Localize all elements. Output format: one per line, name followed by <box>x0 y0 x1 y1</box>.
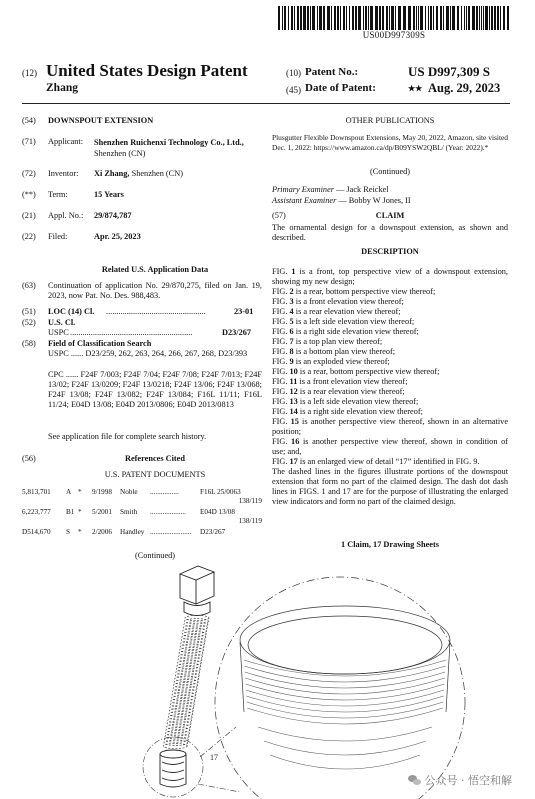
fig-word: FIG. <box>272 307 290 316</box>
fig-text: is a rear elevation view thereof; <box>293 307 401 316</box>
corrugated-pipe <box>163 615 209 748</box>
date-of-patent-label: Date of Patent: <box>305 82 376 94</box>
barcode-bar <box>291 6 293 30</box>
fig-number: 17 <box>289 457 298 466</box>
primary-examiner-label: Primary Examiner <box>272 185 334 194</box>
figure-description <box>272 267 508 287</box>
reference-name: Smith <box>120 508 138 516</box>
date-of-patent: Aug. 29, 2023 <box>428 81 501 95</box>
reference-kind: S <box>66 528 70 536</box>
barcode-bar <box>375 6 378 30</box>
figure-description <box>272 307 508 317</box>
pipe-ring <box>164 737 188 742</box>
primary-examiner-name: — Jack Reickel <box>336 185 389 194</box>
lower-ring-line <box>258 727 432 741</box>
barcode-bar <box>452 6 455 30</box>
figure-description <box>272 317 508 327</box>
fig-word: FIG. <box>272 297 290 306</box>
barcode <box>278 6 510 32</box>
barcode-bar <box>395 6 396 30</box>
top-fitting <box>180 566 214 616</box>
figure-description <box>272 337 508 347</box>
us-patent-documents-heading: U.S. PATENT DOCUMENTS <box>104 470 206 479</box>
figure-description <box>272 347 508 357</box>
reference-class-secondary: 138/119 <box>238 497 262 505</box>
barcode-bar <box>379 6 381 30</box>
barcode-bar <box>312 6 315 30</box>
figure-description <box>272 377 508 387</box>
barcode-bar <box>489 6 490 30</box>
reference-row <box>22 528 262 538</box>
fig-text: is a left side elevation view thereof; <box>297 397 419 406</box>
figure-description <box>272 457 508 467</box>
reference-dots: ................ <box>150 488 179 496</box>
pipe-ring <box>170 705 194 710</box>
reference-date: 9/1998 <box>92 488 112 496</box>
downspout-drawing <box>140 562 535 799</box>
pipe-ring <box>182 631 206 636</box>
barcode-bar <box>413 6 415 30</box>
patent-number-label: Patent No.: <box>305 66 359 78</box>
design-title: DOWNSPOUT EXTENSION <box>48 116 154 125</box>
fig-word: FIG. <box>272 387 290 396</box>
fig-text: is a rear elevation view thereof; <box>297 387 405 396</box>
wechat-icon <box>408 775 421 786</box>
fig-text: is a rear, bottom perspective view thereof; <box>297 367 440 376</box>
other-publications-heading: OTHER PUBLICATIONS <box>345 116 435 125</box>
inventor-location: Shenzhen (CN) <box>131 169 183 178</box>
other-publication-entry: Plusgutter Flexible Downspout Extensions, May 20, 2022, Amazon, site visited Dec. 1, 2022: https://www.amazon.ca/dp/B09YSW2QBL/ (Year: 2022).* <box>272 133 508 152</box>
loc-value: 23-01 <box>234 307 254 316</box>
barcode-bar <box>337 6 339 30</box>
reference-number: 5,813,701 <box>22 488 51 496</box>
figure-description <box>272 397 508 407</box>
reference-date: 2/2006 <box>92 528 112 536</box>
date-star-marks: ★★ <box>408 84 423 93</box>
barcode-bar <box>294 6 295 30</box>
fig-text: is a rear, bottom perspective view thereof; <box>293 287 436 296</box>
fig-word: FIG. <box>272 457 290 466</box>
fig-number: 14 <box>289 407 298 416</box>
applicant-location: Shenzhen (CN) <box>94 149 146 158</box>
barcode-bar <box>284 6 286 30</box>
fig-number: 9 <box>289 357 294 366</box>
barcode-bar <box>310 6 311 30</box>
inventor-value <box>94 169 183 179</box>
pipe-ring <box>181 638 205 643</box>
barcode-bar <box>476 6 478 30</box>
barcode-bar <box>430 6 432 30</box>
claim-text: The ornamental design for a downspout extension, as shown and described. <box>272 223 508 242</box>
us-cl-label: U.S. Cl. <box>48 318 76 327</box>
filed-value: Apr. 25, 2023 <box>94 232 141 241</box>
field-search-label: Field of Classification Search <box>48 339 152 348</box>
barcode-bar <box>343 6 345 30</box>
fig-text: is a right side elevation view thereof; <box>293 327 419 336</box>
references-cited-heading: References Cited <box>125 454 185 463</box>
fig-word: FIG. <box>272 327 290 336</box>
barcode-bar <box>408 6 411 30</box>
right-column <box>272 108 508 558</box>
fig-number: 10 <box>289 367 298 376</box>
lower-ring-line <box>270 755 420 769</box>
barcode-bar <box>282 6 283 30</box>
continuation-text: Continuation of application No. 29/870,275, filed on Jan. 19, 2023, now Pat. No. Des. 988,483. <box>48 281 262 300</box>
detail-circle <box>143 727 240 797</box>
barcode-bar <box>481 6 482 30</box>
reference-star: * <box>78 528 82 536</box>
code-57: (57) <box>272 211 286 220</box>
code-51: (51) <box>22 307 36 316</box>
pipe-ring <box>183 628 207 633</box>
reference-class: E04D 13/08 <box>200 508 235 516</box>
barcode-bar <box>494 6 496 30</box>
pipe-ring <box>179 651 203 656</box>
barcode-bar <box>433 6 434 30</box>
barcode-bar <box>416 6 417 30</box>
fig-text: is a left side elevation view thereof; <box>293 317 415 326</box>
code-22: (22) <box>22 232 36 241</box>
reference-class: F16L 25/0063 <box>200 488 241 496</box>
description-heading: DESCRIPTION <box>361 247 419 256</box>
lower-ring-line <box>264 741 426 755</box>
claim-heading: CLAIM <box>375 211 405 220</box>
barcode-bar <box>323 6 325 30</box>
barcode-bar <box>346 6 347 30</box>
barcode-bar <box>365 6 367 30</box>
code-54: (54) <box>22 116 36 125</box>
barcode-bar <box>386 6 388 30</box>
primary-examiner <box>272 185 389 195</box>
barcode-bar <box>483 6 484 30</box>
barcode-bar <box>349 6 350 30</box>
fig-text: is a right side elevation view thereof; <box>297 407 423 416</box>
uspc-leader-dots: ........................................................... <box>70 328 193 337</box>
barcode-bar <box>363 6 364 30</box>
fig-number: 1 <box>291 267 296 276</box>
fig-text: is another perspective view thereof, shown in condition of use; and, <box>272 437 508 456</box>
fig-word: FIG. <box>272 397 290 406</box>
barcode-bar <box>425 6 426 30</box>
fig-number: 4 <box>289 307 294 316</box>
barcode-bar <box>468 6 470 30</box>
pipe-ring <box>172 692 196 697</box>
barcode-number: US00D997309S <box>362 30 426 40</box>
thread-lines <box>244 660 446 769</box>
barcode-bar <box>319 6 322 30</box>
filed-label: Filed: <box>48 232 68 241</box>
code-63: (63) <box>22 281 36 290</box>
barcode-bar <box>355 6 357 30</box>
pipe-ring <box>173 689 197 694</box>
fig-text: is an enlarged view of detail “17” identified in FIG. 9. <box>297 457 480 466</box>
fig-number: 8 <box>289 347 294 356</box>
barcode-bar <box>436 6 438 30</box>
pipe-ring <box>171 699 195 704</box>
barcode-bar <box>472 6 475 30</box>
watermark <box>408 772 512 788</box>
fig-number: 6 <box>289 327 294 336</box>
fig-word: FIG. <box>272 267 292 276</box>
pipe-ring <box>184 622 208 627</box>
watermark-text: 公众号 · 悟空和解 <box>424 774 512 787</box>
figure-description <box>272 287 508 297</box>
reference-star: * <box>78 508 82 516</box>
barcode-bar <box>446 6 449 30</box>
reference-name: Handley <box>120 528 145 536</box>
reference-row <box>22 508 262 528</box>
pipe-ring <box>174 683 198 688</box>
applicant-label: Applicant: <box>48 137 84 146</box>
barcode-bar <box>300 6 302 30</box>
barcode-bar <box>398 6 401 30</box>
left-continued: (Continued) <box>134 551 176 560</box>
fig-text: is a bottom plan view thereof; <box>293 347 396 356</box>
barcode-bar <box>278 6 280 30</box>
pipe-ring <box>167 721 191 726</box>
barcode-bar <box>500 6 501 30</box>
pipe-ring <box>169 708 193 713</box>
fig-number: 12 <box>289 387 298 396</box>
reference-number: D514,670 <box>22 528 51 536</box>
pipe-ring <box>166 727 190 732</box>
inventor-surname: Zhang <box>46 82 78 94</box>
code-term: (**) <box>22 190 36 199</box>
barcode-bar <box>485 6 488 30</box>
fig-word: FIG. <box>272 287 290 296</box>
barcode-bar <box>368 6 369 30</box>
pipe-ring <box>176 667 200 672</box>
fig-text: is an exploded view thereof; <box>293 357 390 366</box>
fig-text: is a front elevation view thereof; <box>297 377 408 386</box>
fig-word: FIG. <box>272 377 290 386</box>
fig-word: FIG. <box>272 407 290 416</box>
fig-word: FIG. <box>272 317 290 326</box>
pipe-ring <box>163 743 187 748</box>
barcode-bar <box>382 6 384 30</box>
search-history-note: See application file for complete search history. <box>48 432 207 441</box>
reference-dots: ....................... <box>150 528 192 536</box>
fig-word: FIG. <box>272 347 290 356</box>
barcode-bar <box>450 6 451 30</box>
code-10: (10) <box>286 68 301 78</box>
figure-description <box>272 387 508 397</box>
loc-label: LOC (14) Cl. <box>48 307 95 316</box>
figure-description <box>272 327 508 337</box>
barcode-bar <box>288 6 289 30</box>
fig-number: 5 <box>289 317 294 326</box>
applicant-name: Shenzhen Ruichenxi Technology Co., Ltd., <box>94 138 244 147</box>
barcode-bar <box>428 6 429 30</box>
fig-text: is a top plan view thereof; <box>293 337 383 346</box>
detail-label: 17 <box>210 753 218 762</box>
header-divider <box>22 103 510 104</box>
fig-text: is a front, top perspective view of a downspout extension, showing my new design; <box>272 267 508 286</box>
reference-kind: A <box>66 488 72 496</box>
fig-word: FIG. <box>272 367 290 376</box>
document-title: United States Design Patent <box>46 61 248 80</box>
representative-drawing <box>140 562 535 799</box>
fig-number: 15 <box>290 417 299 426</box>
barcode-bar <box>340 6 341 30</box>
fig-number: 13 <box>289 397 298 406</box>
bottom-fitting <box>160 750 186 787</box>
assistant-examiner-name: — Bobby W Jones, II <box>338 196 411 205</box>
barcode-bar <box>466 6 467 30</box>
inventor-name: Xi Zhang, <box>94 169 130 178</box>
barcode-bar <box>497 6 499 30</box>
pipe-ring <box>176 670 200 675</box>
barcode-bar <box>297 6 299 30</box>
reference-name: Noble <box>120 488 138 496</box>
figure-description <box>272 437 508 457</box>
reference-date: 5/2001 <box>92 508 112 516</box>
reference-row <box>22 488 262 508</box>
pipe-ring <box>168 715 192 720</box>
fig-word: FIG. <box>272 417 291 426</box>
assistant-examiner <box>272 196 411 206</box>
claims-and-sheets: 1 Claim, 17 Drawing Sheets <box>341 540 439 549</box>
applicant-value <box>94 137 262 159</box>
barcode-bar <box>464 6 465 30</box>
fig-word: FIG. <box>272 357 290 366</box>
code-71: (71) <box>22 137 36 146</box>
references-table <box>22 488 262 538</box>
barcode-bar <box>327 6 330 30</box>
fig-text: is another perspective view thereof, shown in an alternative position; <box>272 417 508 436</box>
field-search-cpc: CPC ...... F24F 7/003; F24F 7/04; F24F 7/08; F24F 7/013; F24F 13/02; F24F 13/0209; F24F 13/0218; F24F 13/06; F24F 13/068; F24F 13/08; F24F 13/082; F24F 13/084; F16L 11/11; F16L 11/24; E04D 13/08; E04D 2013/0806; E04D 2013/0813 <box>48 370 262 409</box>
pipe-ring <box>175 676 199 681</box>
term-label: Term: <box>48 190 68 199</box>
code-72: (72) <box>22 169 36 178</box>
barcode-bar <box>403 6 406 30</box>
reference-class-secondary: 138/119 <box>238 517 262 525</box>
code-52: (52) <box>22 318 36 327</box>
code-56: (56) <box>22 454 36 463</box>
figure-description <box>272 407 508 417</box>
barcode-bar <box>317 6 318 30</box>
dashed-lines-note: The dashed lines in the figures illustrate portions of the downspout extension that form no part of the claimed design. The dash dot dash lines in FIGS. 1 and 17 are for the purpose of illustrating the enlarged view indicators and form no part of the claimed design. <box>272 467 508 506</box>
barcode-bar <box>457 6 459 30</box>
figure-description <box>272 357 508 367</box>
barcode-bar <box>391 6 394 30</box>
related-data-heading: Related U.S. Application Data <box>101 265 209 274</box>
pipe-ring <box>180 644 204 649</box>
barcode-bar <box>358 6 361 30</box>
pipe-ring <box>185 615 209 620</box>
appl-no-value: 29/874,787 <box>94 211 132 220</box>
figure-description <box>272 297 508 307</box>
code-45: (45) <box>286 85 301 95</box>
field-search-uspc: USPC ...... D23/259, 262, 263, 264, 266, 267, 268, D23/393 <box>48 349 248 358</box>
barcode-bar <box>440 6 442 30</box>
reference-star: * <box>78 488 82 496</box>
fig-word: FIG. <box>272 437 292 446</box>
barcode-bar <box>307 6 309 30</box>
barcode-bar <box>503 6 505 30</box>
barcode-bar <box>331 6 332 30</box>
right-continued: (Continued) <box>369 167 411 176</box>
figure-descriptions <box>272 267 508 467</box>
barcode-bar <box>479 6 480 30</box>
barcode-bar <box>507 6 509 30</box>
reference-kind: B1 <box>66 508 75 516</box>
inventor-label: Inventor: <box>48 169 79 178</box>
barcode-bar <box>461 6 462 30</box>
uspc-label: USPC <box>48 328 69 337</box>
barcode-bar <box>491 6 493 30</box>
fig-number: 3 <box>289 297 294 306</box>
fig-number: 16 <box>291 437 300 446</box>
assistant-examiner-label: Assistant Examiner <box>272 196 337 205</box>
barcode-bar <box>334 6 336 30</box>
code-21: (21) <box>22 211 36 220</box>
term-value: 15 Years <box>94 190 124 199</box>
pipe-ring <box>179 654 203 659</box>
barcode-bar <box>303 6 306 30</box>
reference-dots: .................... <box>150 508 186 516</box>
appl-no-label: Appl. No.: <box>48 211 84 220</box>
figure-description <box>272 367 508 377</box>
barcode-bar <box>370 6 373 30</box>
barcode-bar <box>443 6 444 30</box>
patent-number: US D997,309 S <box>408 64 490 79</box>
barcode-bar <box>389 6 390 30</box>
fig-word: FIG. <box>272 337 290 346</box>
code-12: (12) <box>22 68 37 78</box>
fig-number: 7 <box>289 337 294 346</box>
pipe-ring <box>166 731 190 736</box>
uspc-value: D23/267 <box>222 328 252 337</box>
barcode-bar <box>418 6 419 30</box>
loc-leader-dots: ................................................ <box>106 307 206 316</box>
thread-line <box>244 660 446 676</box>
figure-description <box>272 417 508 437</box>
code-58: (58) <box>22 339 36 348</box>
barcode-bar <box>420 6 423 30</box>
reference-class: D23/267 <box>200 528 226 536</box>
left-column <box>22 108 262 578</box>
reference-number: 6,223,777 <box>22 508 51 516</box>
fig-number: 11 <box>289 377 298 386</box>
barcode-bar <box>352 6 354 30</box>
fig-text: is a front elevation view thereof; <box>293 297 404 306</box>
pipe-ring <box>177 660 201 665</box>
fig-number: 2 <box>289 287 294 296</box>
